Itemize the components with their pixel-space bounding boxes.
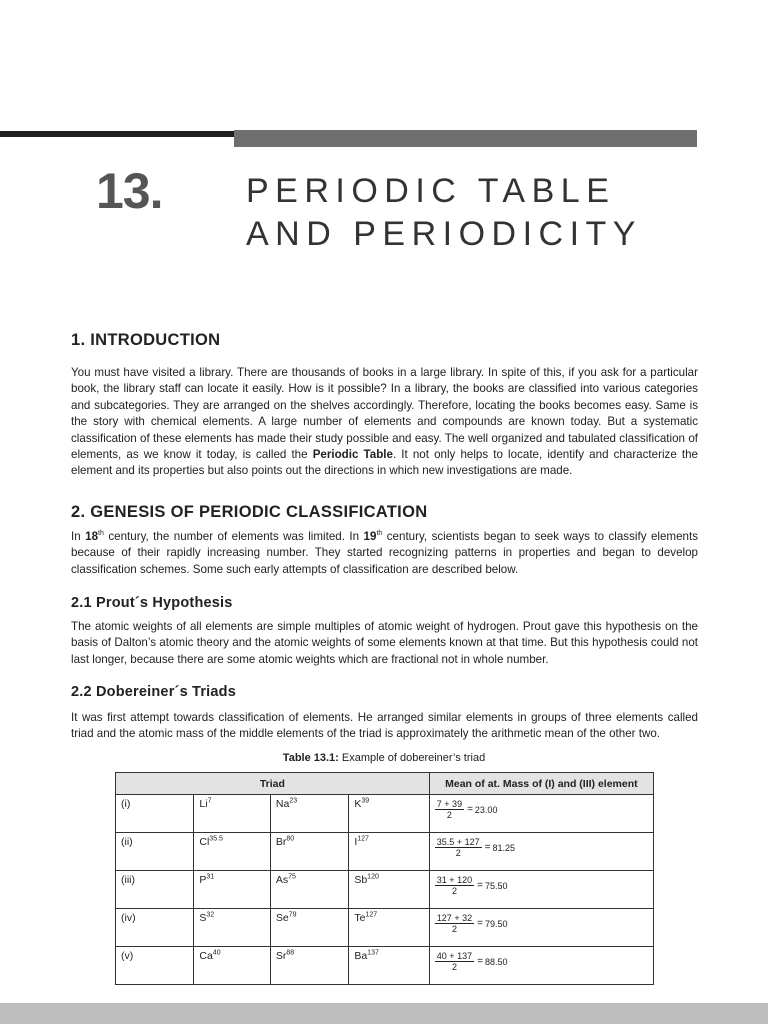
element-1-mass: 31 [206, 873, 215, 881]
equals-sign: = [477, 880, 483, 891]
row-index-label: (ii) [121, 836, 133, 848]
element-1 [194, 871, 271, 909]
header-rule-grey [234, 130, 697, 147]
element-2-mass: 79 [288, 911, 297, 919]
row-index [116, 833, 194, 871]
intro-text-after: . It not only helps to locate, identify and characterize the element and its properties but also points out the directions in which new investigations are made. [71, 448, 698, 478]
row-index [116, 871, 194, 909]
century-19-suffix: th [376, 530, 383, 538]
equals-sign: = [484, 842, 491, 853]
fraction-denominator: 2 [455, 848, 461, 858]
mean-result: 75.50 [484, 880, 508, 891]
dobereiner-paragraph: It was first attempt towards classification of elements. He arranged similar elements in groups of three elements called triad and the atomic mass of the middle elements of the triad is approximately the arithmetic mean of the other two. [71, 711, 698, 741]
table-row [116, 947, 654, 985]
chapter-number: 13. [96, 163, 163, 219]
element-2-mass: 23 [289, 797, 298, 805]
prout-paragraph: The atomic weights of all elements are simple multiples of atomic weight of hydrogen. Prout gave this hypothesis on the basis of Dalton’s atomic theory and the atomic weights of some elements known at that time. But this hypothesis could not last longer, because there are some atomic weights which are fractional not in whole number. [71, 620, 698, 666]
fraction-numerator: 127 + 32 [436, 913, 473, 923]
row-index [116, 795, 194, 833]
element-2-mass: 75 [288, 873, 296, 881]
element-1-symbol: Cl [199, 836, 210, 848]
table-row [116, 833, 654, 871]
row-index [116, 947, 194, 985]
element-2 [270, 833, 348, 871]
element-3-symbol: I [354, 836, 358, 848]
row-index-label: (iv) [121, 912, 136, 924]
table-row [116, 795, 654, 833]
element-3 [349, 909, 429, 947]
element-1-mass: 35.5 [209, 835, 223, 843]
row-index-label: (v) [121, 950, 134, 962]
fraction-numerator: 7 + 39 [436, 799, 463, 809]
element-2-symbol: As [275, 874, 289, 886]
mean-cell [429, 871, 653, 909]
row-index-label: (iii) [121, 874, 135, 886]
section-heading-genesis: 2. GENESIS OF PERIODIC CLASSIFICATION [71, 503, 428, 521]
header-rule-dark [0, 131, 234, 137]
element-3 [349, 795, 429, 833]
genesis-paragraph [71, 529, 698, 578]
introduction-paragraph [71, 365, 698, 480]
element-2 [270, 795, 348, 833]
element-1-symbol: S [199, 912, 207, 924]
mean-result: 81.25 [492, 842, 515, 853]
header-triad: Triad [116, 773, 430, 795]
century-18: 18 [85, 530, 99, 543]
genesis-text-3: century, scientists began to seek ways to classify elements because of their rapidly increasing number. They started recognizing patterns in properties and began to develop classification schemes. Some such early attempts of classification are described below. [71, 530, 699, 576]
element-3-symbol: K [354, 798, 362, 810]
mean-cell [429, 795, 653, 833]
mean-result: 88.50 [484, 956, 508, 967]
footer-bar [0, 1003, 768, 1024]
element-3 [349, 947, 429, 985]
fraction-numerator: 31 + 120 [436, 875, 473, 885]
equals-sign: = [477, 956, 483, 967]
periodic-table-term: Periodic Table [312, 448, 393, 462]
mean-fraction [435, 913, 508, 934]
fraction-denominator: 2 [451, 886, 457, 896]
element-1-mass: 32 [206, 911, 215, 919]
element-3-mass: 127 [357, 835, 369, 843]
mean-fraction [435, 875, 508, 896]
mean-fraction [435, 951, 508, 972]
table-caption-label: Table 13.1: [282, 752, 339, 764]
subsection-heading-dobereiner: 2.2 Dobereiner´s Triads [71, 684, 236, 700]
fraction-denominator: 2 [446, 810, 452, 820]
mean-cell [429, 947, 653, 985]
fraction-denominator: 2 [451, 962, 457, 972]
mean-cell [429, 833, 653, 871]
element-2-symbol: Se [275, 912, 289, 924]
element-2-mass: 80 [286, 835, 295, 843]
fraction-numerator: 40 + 137 [436, 951, 473, 961]
section-heading-introduction: 1. INTRODUCTION [71, 331, 221, 349]
element-2-symbol: Sr [275, 950, 287, 962]
table-row [116, 909, 654, 947]
element-3-mass: 127 [365, 911, 378, 919]
header-mean: Mean of at. Mass of (I) and (III) element [429, 773, 653, 795]
element-2 [270, 871, 348, 909]
element-1-mass: 40 [212, 949, 221, 957]
element-1 [194, 947, 271, 985]
element-2-mass: 88 [286, 949, 295, 957]
row-index-label: (i) [121, 798, 131, 810]
table-caption-text: Example of dobereiner’s triad [338, 752, 486, 764]
equals-sign: = [467, 804, 473, 815]
element-1 [194, 909, 271, 947]
row-index [116, 909, 194, 947]
fraction-numerator: 35.5 + 127 [436, 837, 480, 847]
triad-table [115, 772, 654, 985]
mean-cell [429, 909, 653, 947]
element-3-mass: 137 [367, 949, 379, 957]
equals-sign: = [477, 918, 483, 929]
element-3 [349, 871, 429, 909]
subsection-heading-prout: 2.1 Prout´s Hypothesis [71, 595, 233, 611]
element-2-symbol: Na [275, 798, 290, 810]
element-1-symbol: P [199, 874, 207, 886]
element-2 [270, 909, 348, 947]
element-1-symbol: Li [199, 798, 208, 810]
century-19: 19 [363, 530, 377, 543]
element-3-symbol: Ba [354, 950, 368, 962]
element-3-symbol: Sb [354, 874, 368, 886]
element-3 [349, 833, 429, 871]
genesis-text-1: In [71, 530, 86, 543]
mean-fraction [435, 799, 498, 820]
genesis-text-2: century, the number of elements was limited. In [103, 530, 364, 543]
element-1 [194, 833, 271, 871]
chapter-title-line-2: AND PERIODICITY [246, 215, 642, 253]
table-header-row [116, 773, 654, 795]
element-2 [270, 947, 348, 985]
element-3-mass: 39 [361, 797, 370, 805]
mean-result: 23.00 [474, 804, 498, 815]
element-1 [194, 795, 271, 833]
element-3-mass: 120 [367, 873, 379, 881]
chapter-title [246, 170, 642, 256]
element-1-symbol: Ca [199, 950, 213, 962]
element-2-symbol: Br [275, 836, 287, 848]
century-18-suffix: th [98, 530, 104, 538]
table-caption [0, 752, 768, 764]
table-row [116, 871, 654, 909]
fraction-denominator: 2 [451, 924, 457, 934]
element-1-mass: 7 [207, 797, 212, 805]
mean-result: 79.50 [484, 918, 508, 929]
element-3-symbol: Te [354, 912, 366, 924]
intro-text-before: You must have visited a library. There are thousands of books in a large library. In spite of this, if you ask for a particular book, the library staff can locate it easily. How is it possible? In a library, the books are classified into various categories and subcategories. They are arranged on the shelves accordingly. Therefore, locating the books becomes easy. Same is the story with chemical elements. A large number of elements and compounds are known today. But a systematic classification of these elements has made their study possible and easy. The well organized and tabulated classification of elements, as we know it today, is called the [71, 366, 698, 462]
chapter-title-line-1: PERIODIC TABLE [246, 172, 616, 210]
mean-fraction [435, 837, 515, 858]
